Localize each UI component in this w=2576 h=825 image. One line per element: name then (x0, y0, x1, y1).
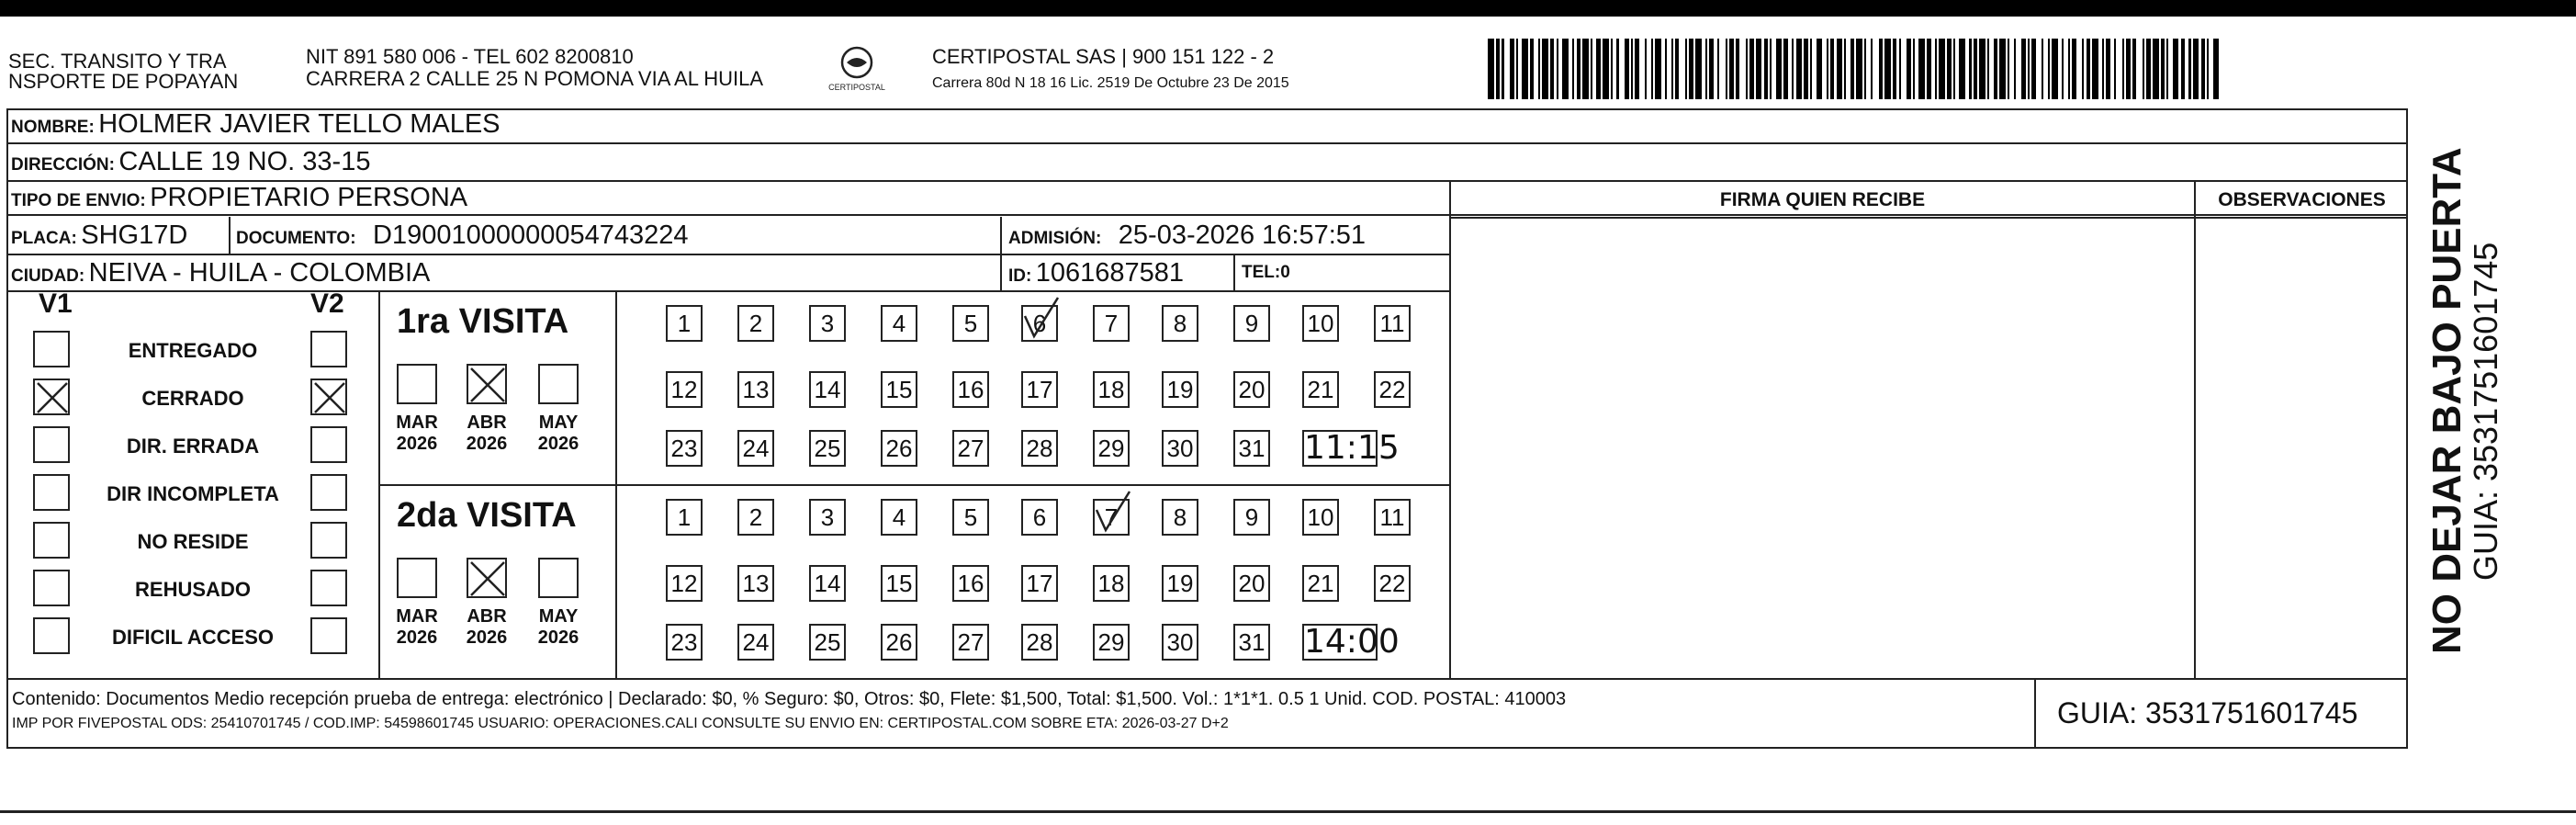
day-cell[interactable]: 10 (1302, 305, 1339, 342)
day-cell[interactable]: 12 (666, 565, 703, 602)
visit-2-title: 2da VISITA (397, 496, 577, 535)
admision-field (1008, 221, 1366, 254)
day-cell[interactable]: 31 (1233, 430, 1270, 467)
day-cell[interactable]: 18 (1093, 565, 1130, 602)
day-cell[interactable]: 29 (1093, 430, 1130, 467)
month-name: ABR (467, 606, 507, 627)
x-mark-icon (312, 380, 349, 417)
month-name: MAY (538, 606, 579, 627)
day-cell[interactable]: 8 (1162, 305, 1198, 342)
footer-content-line: Contenido: Documentos Medio recepción prueba de entrega: electrónico | Declarado: $0, % Seguro: $0, Otros: $0, Flete: $1,500, Total: $1,500. Vol.: 1*1*1. 0.5 1 Unid. COD. POSTAL: 410003 (12, 689, 1567, 709)
placa-label: PLACA: (11, 229, 77, 248)
barcode-icon (1488, 39, 2222, 99)
placa-value: SHG17D (81, 220, 188, 250)
v2-checkbox[interactable] (310, 522, 347, 559)
v1-checkbox[interactable] (33, 379, 70, 415)
day-cell[interactable]: 15 (881, 565, 917, 602)
month-label (531, 606, 586, 649)
tel-value: 0 (1280, 263, 1290, 282)
day-cell[interactable]: 22 (1374, 565, 1411, 602)
placa-field (11, 221, 187, 254)
day-cell[interactable]: 15 (881, 371, 917, 408)
day-cell[interactable]: 26 (881, 624, 917, 661)
month-label (389, 606, 444, 649)
status-label: CERRADO (141, 387, 244, 410)
day-cell[interactable]: 7 (1093, 499, 1130, 536)
side-guia: GUIA: 3531751601745 (2467, 242, 2504, 581)
admision-value: 25-03-2026 16:57:51 (1118, 220, 1367, 250)
month-name: MAY (538, 412, 579, 433)
day-cell[interactable]: 6 (1021, 305, 1058, 342)
month-year: 2026 (396, 627, 438, 648)
month-name: MAR (396, 606, 438, 627)
day-cell[interactable]: 24 (737, 430, 774, 467)
day-cell[interactable]: 10 (1302, 499, 1339, 536)
v2-checkbox[interactable] (310, 379, 347, 415)
v2-checkbox[interactable] (310, 426, 347, 463)
day-cell[interactable]: 11 (1374, 305, 1411, 342)
v2-checkbox[interactable] (310, 331, 347, 367)
ciudad-label: CIUDAD: (11, 266, 85, 286)
day-cell[interactable]: 25 (809, 624, 846, 661)
v1-checkbox[interactable] (33, 474, 70, 511)
status-label: DIFICIL ACCESO (111, 626, 274, 649)
tipo-envio-row (11, 184, 467, 216)
v1-label: V1 (39, 288, 73, 319)
v1-checkbox[interactable] (33, 522, 70, 559)
sender-name-line2: NSPORTE DE POPAYAN (8, 70, 239, 93)
sender-name-line1: SEC. TRANSITO Y TRA (8, 50, 227, 73)
day-cell[interactable]: 5 (952, 305, 989, 342)
day-cell[interactable]: 13 (737, 565, 774, 602)
documento-label: DOCUMENTO: (236, 229, 356, 248)
day-cell[interactable]: 4 (881, 499, 917, 536)
carrier-license: Carrera 80d N 18 16 Lic. 2519 De Octubre 23 De 2015 (932, 75, 1289, 91)
day-cell[interactable]: 14 (809, 371, 846, 408)
tipo-envio-label: TIPO DE ENVIO: (11, 191, 146, 210)
v2-label: V2 (310, 288, 344, 319)
day-cell[interactable]: 31 (1233, 624, 1270, 661)
month-year: 2026 (537, 627, 579, 648)
day-cell[interactable]: 1 (666, 305, 703, 342)
month-year: 2026 (396, 434, 438, 454)
day-cell[interactable]: 17 (1021, 371, 1058, 408)
visit-1-title: 1ra VISITA (397, 302, 569, 341)
v1-checkbox[interactable] (33, 617, 70, 654)
id-field (1008, 259, 1184, 291)
day-cell[interactable]: 3 (809, 499, 846, 536)
firma-area[interactable] (1453, 219, 2193, 678)
certipostal-logo (827, 42, 887, 99)
month-checkbox-abr[interactable] (467, 558, 507, 598)
day-cell[interactable]: 1 (666, 499, 703, 536)
month-name: ABR (467, 412, 507, 433)
check-mark-icon (1093, 495, 1135, 537)
observaciones-area[interactable] (2197, 219, 2406, 678)
day-cell[interactable]: 14 (809, 565, 846, 602)
day-cell[interactable]: 16 (952, 371, 989, 408)
status-label: NO RESIDE (137, 530, 249, 553)
documento-value: D19001000000054743224 (373, 220, 689, 250)
day-cell[interactable]: 23 (666, 624, 703, 661)
sender-contact: NIT 891 580 006 - TEL 602 8200810 (306, 45, 634, 68)
day-cell[interactable]: 21 (1302, 371, 1339, 408)
tel-label: TEL: (1242, 263, 1281, 282)
day-cell[interactable]: 2 (737, 305, 774, 342)
month-year: 2026 (537, 434, 579, 454)
month-year: 2026 (466, 627, 508, 648)
day-cell[interactable]: 18 (1093, 371, 1130, 408)
day-cell[interactable]: 30 (1162, 430, 1198, 467)
v2-checkbox[interactable] (310, 617, 347, 654)
day-cell[interactable]: 27 (952, 430, 989, 467)
admision-label: ADMISIÓN: (1008, 229, 1102, 248)
month-checkbox-may[interactable] (538, 558, 579, 598)
status-label: DIR INCOMPLETA (107, 482, 279, 505)
direccion-row (11, 148, 370, 180)
day-cell[interactable]: 24 (737, 624, 774, 661)
day-cell[interactable]: 17 (1021, 565, 1058, 602)
tipo-envio-value: PROPIETARIO PERSONA (150, 183, 468, 212)
month-year: 2026 (466, 434, 508, 454)
day-cell[interactable]: 12 (666, 371, 703, 408)
day-cell[interactable]: 9 (1233, 499, 1270, 536)
month-label (459, 412, 514, 455)
direccion-label: DIRECCIÓN: (11, 155, 115, 175)
observaciones-header: OBSERVACIONES (2218, 189, 2386, 210)
status-label: REHUSADO (135, 578, 251, 601)
ciudad-field (11, 259, 430, 291)
day-cell[interactable]: 5 (952, 499, 989, 536)
logo-text: CERTIPOSTAL (828, 83, 885, 92)
visit-time[interactable]: 14:00 (1304, 623, 1400, 661)
day-cell[interactable]: 19 (1162, 565, 1198, 602)
side-warning: NO DEJAR BAJO PUERTA (2424, 147, 2469, 654)
day-cell[interactable]: 9 (1233, 305, 1270, 342)
month-label (459, 606, 514, 649)
day-cell[interactable]: 13 (737, 371, 774, 408)
bottom-border (0, 810, 2576, 813)
day-cell[interactable]: 7 (1093, 305, 1130, 342)
x-mark-icon (35, 380, 72, 417)
nombre-label: NOMBRE: (11, 118, 95, 137)
v1-checkbox[interactable] (33, 331, 70, 367)
day-cell[interactable]: 22 (1374, 371, 1411, 408)
tel-field (1242, 259, 1290, 288)
id-value: 1061687581 (1035, 258, 1185, 288)
day-cell[interactable]: 28 (1021, 624, 1058, 661)
ciudad-value: NEIVA - HUILA - COLOMBIA (88, 258, 431, 288)
day-cell[interactable]: 20 (1233, 565, 1270, 602)
day-cell[interactable]: 4 (881, 305, 917, 342)
day-cell[interactable]: 27 (952, 624, 989, 661)
v2-checkbox[interactable] (310, 570, 347, 606)
day-cell[interactable]: 16 (952, 565, 989, 602)
day-cell[interactable]: 30 (1162, 624, 1198, 661)
x-mark-icon (468, 559, 509, 600)
v1-checkbox[interactable] (33, 426, 70, 463)
visit-time[interactable]: 11:15 (1304, 429, 1400, 467)
v2-checkbox[interactable] (310, 474, 347, 511)
carrier-name: CERTIPOSTAL SAS | 900 151 122 - 2 (932, 45, 1275, 68)
day-cell[interactable]: 28 (1021, 430, 1058, 467)
day-cell[interactable]: 6 (1021, 499, 1058, 536)
day-cell[interactable]: 2 (737, 499, 774, 536)
id-label: ID: (1008, 266, 1032, 286)
v1-checkbox[interactable] (33, 570, 70, 606)
footer-guia: GUIA: 3531751601745 (2057, 696, 2358, 729)
check-mark-icon (1021, 301, 1063, 344)
month-label (389, 412, 444, 455)
status-label: DIR. ERRADA (126, 435, 260, 458)
direccion-value: CALLE 19 NO. 33-15 (118, 147, 371, 176)
month-name: MAR (396, 412, 438, 433)
nombre-row (11, 110, 501, 142)
day-cell[interactable]: 11 (1374, 499, 1411, 536)
documento-field (236, 221, 689, 254)
day-cell[interactable]: 20 (1233, 371, 1270, 408)
top-border (0, 0, 2576, 17)
firma-header: FIRMA QUIEN RECIBE (1719, 189, 1926, 210)
day-cell[interactable]: 23 (666, 430, 703, 467)
month-checkbox-abr[interactable] (467, 364, 507, 404)
x-mark-icon (468, 366, 509, 406)
month-checkbox-mar[interactable] (397, 364, 437, 404)
sender-address: CARRERA 2 CALLE 25 N POMONA VIA AL HUILA (306, 67, 764, 90)
day-cell[interactable]: 29 (1093, 624, 1130, 661)
status-label: ENTREGADO (128, 339, 258, 362)
month-checkbox-may[interactable] (538, 364, 579, 404)
day-cell[interactable]: 25 (809, 430, 846, 467)
month-checkbox-mar[interactable] (397, 558, 437, 598)
nombre-value: HOLMER JAVIER TELLO MALES (98, 109, 501, 139)
day-cell[interactable]: 19 (1162, 371, 1198, 408)
month-label (531, 412, 586, 455)
footer-print-line: IMP POR FIVEPOSTAL ODS: 25410701745 / COD.IMP: 54598601745 USUARIO: OPERACIONES.CALI CONSULTE SU ENVIO EN: CERTIPOSTAL.COM SOBRE ETA: 2026-03-27 D+2 (12, 716, 1229, 731)
day-cell[interactable]: 26 (881, 430, 917, 467)
day-cell[interactable]: 8 (1162, 499, 1198, 536)
day-cell[interactable]: 3 (809, 305, 846, 342)
day-cell[interactable]: 21 (1302, 565, 1339, 602)
